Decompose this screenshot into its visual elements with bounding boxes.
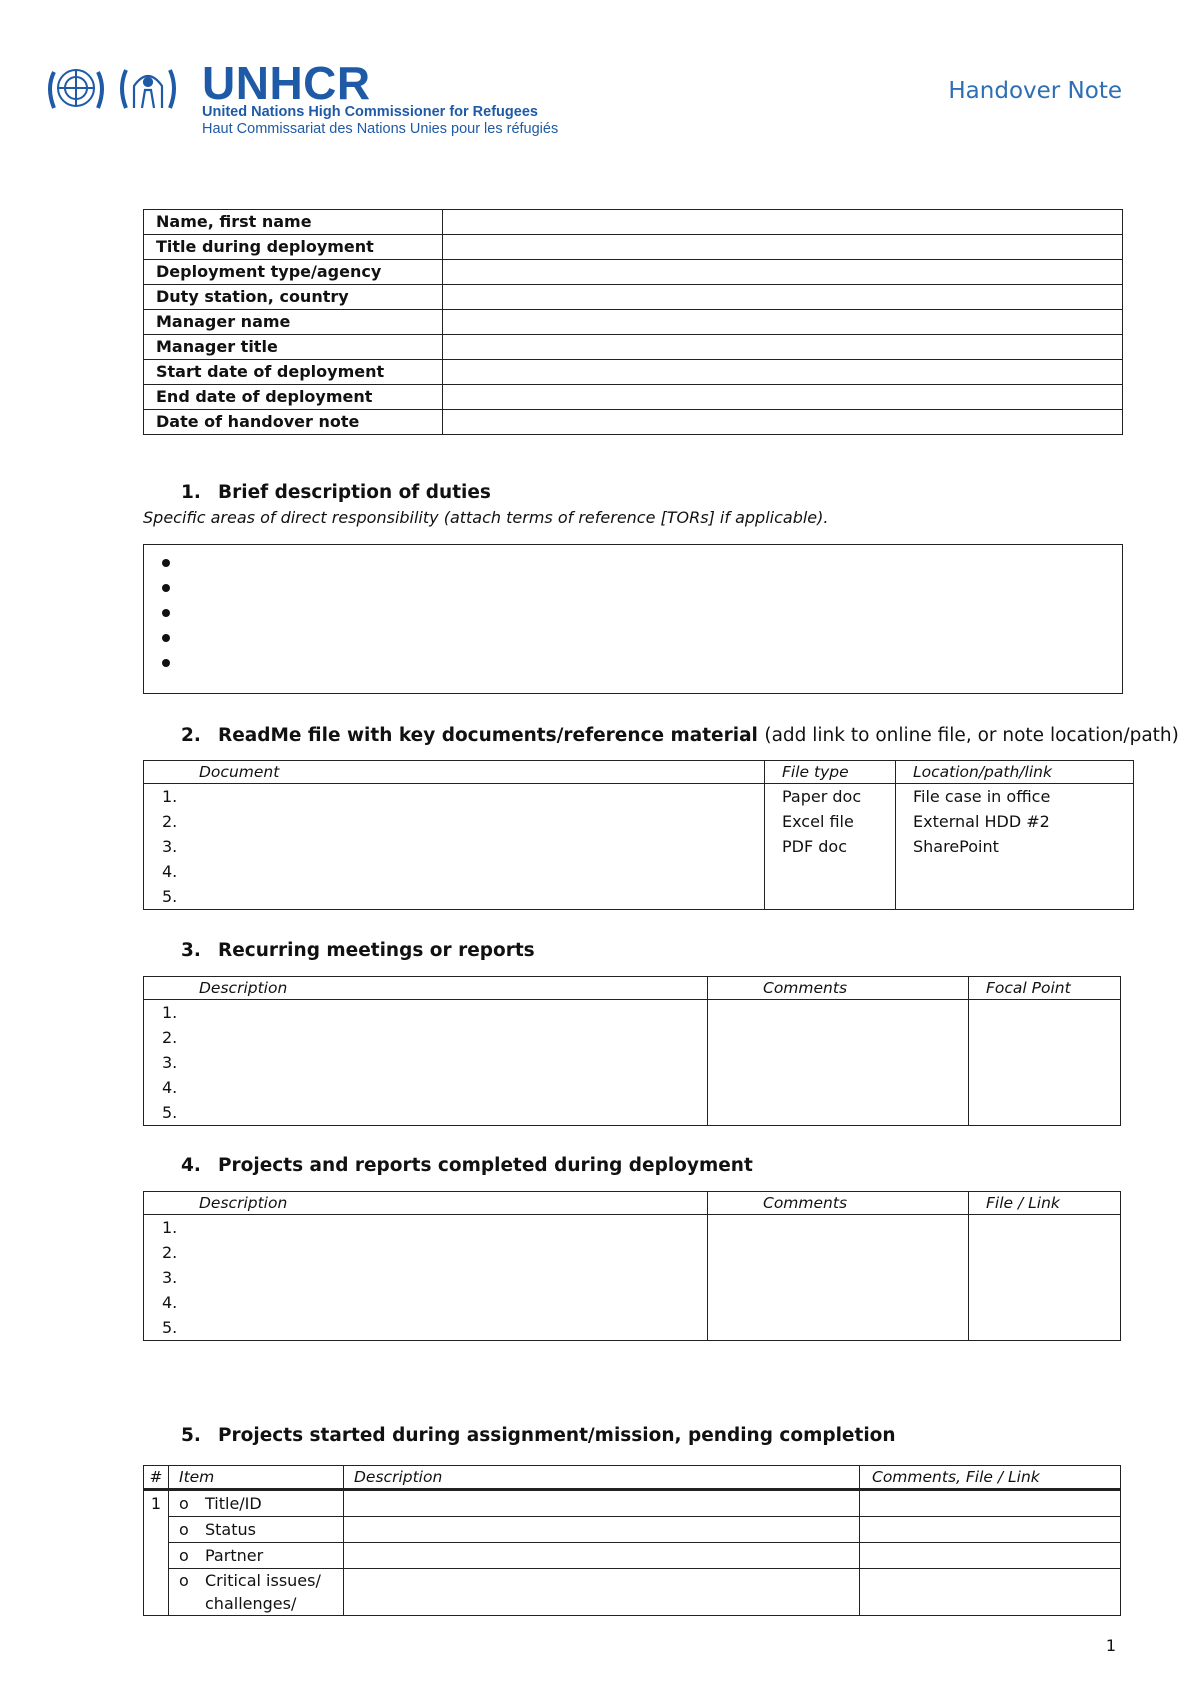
- info-value-field[interactable]: [443, 335, 1123, 360]
- bullet-o: o: [179, 1520, 189, 1539]
- row-number: 1.: [162, 1218, 178, 1237]
- page-number: 1: [1105, 1636, 1116, 1655]
- info-row: [144, 260, 1123, 285]
- column-header-comments: Comments: [708, 1192, 969, 1215]
- info-label: End date of deployment: [144, 385, 443, 410]
- section-title: Projects and reports completed during deployment: [218, 1155, 753, 1176]
- personal-info-table: [143, 209, 1123, 435]
- document-title: Handover Note: [948, 78, 1122, 104]
- file-type: Excel file: [782, 812, 854, 831]
- row-number: 1.: [162, 787, 178, 806]
- description-cell[interactable]: [344, 1490, 860, 1517]
- comments-cell[interactable]: [860, 1569, 1121, 1616]
- column-header-description: Description: [144, 977, 708, 1000]
- row-number: 4.: [162, 862, 178, 881]
- column-header-item: Item: [169, 1466, 344, 1490]
- duty-bullet[interactable]: [162, 551, 1122, 576]
- row-number: 2.: [162, 812, 178, 831]
- bullet-o: o: [179, 1571, 189, 1590]
- column-header-description: Description: [144, 1192, 708, 1215]
- table-header-row: [144, 1466, 1121, 1490]
- info-label: Manager title: [144, 335, 443, 360]
- section-5-heading: [181, 1425, 896, 1446]
- info-label: Title during deployment: [144, 235, 443, 260]
- description-cell[interactable]: [144, 1000, 708, 1126]
- comments-cell[interactable]: [708, 1215, 969, 1341]
- pending-projects-table: [143, 1465, 1121, 1616]
- row-index: 1: [144, 1490, 169, 1616]
- row-number: 5.: [162, 1318, 178, 1337]
- description-cell[interactable]: [144, 1215, 708, 1341]
- column-header-location: Location/path/link: [896, 761, 1134, 784]
- info-value-field[interactable]: [443, 260, 1123, 285]
- comments-cell[interactable]: [860, 1490, 1121, 1517]
- org-name: UNHCR: [202, 57, 371, 109]
- item-label: Partner: [205, 1546, 264, 1565]
- column-header-comments-file-link: Comments, File / Link: [860, 1466, 1121, 1490]
- item-cell: [169, 1517, 344, 1543]
- info-value-field[interactable]: [443, 360, 1123, 385]
- file-type: Paper doc: [782, 787, 862, 806]
- table-header-row: [144, 977, 1121, 1000]
- row-number: 3.: [162, 1053, 178, 1072]
- section-title: Projects started during assignment/mission, pending completion: [218, 1425, 896, 1446]
- column-header-file-link: File / Link: [969, 1192, 1121, 1215]
- column-header-file-type: File type: [765, 761, 896, 784]
- info-label: Date of handover note: [144, 410, 443, 435]
- bullet-o: o: [179, 1494, 189, 1513]
- bullet-o: o: [179, 1546, 189, 1565]
- info-label: Start date of deployment: [144, 360, 443, 385]
- table-row: [144, 1000, 1121, 1126]
- duty-bullet[interactable]: [162, 626, 1122, 651]
- row-number: 1.: [162, 1003, 178, 1022]
- item-cell: [169, 1543, 344, 1569]
- row-number: 3.: [162, 1268, 178, 1287]
- section-1-heading: [181, 482, 491, 503]
- section-note: (add link to online file, or note location/path): [764, 725, 1179, 746]
- section-number: 1.: [181, 482, 201, 503]
- duties-list: [144, 551, 1122, 676]
- column-header-description: Description: [344, 1466, 860, 1490]
- info-value-field[interactable]: [443, 235, 1123, 260]
- row-number: 4.: [162, 1293, 178, 1312]
- duty-bullet[interactable]: [162, 576, 1122, 601]
- table-row: [144, 1569, 1121, 1616]
- row-number: 5.: [162, 1103, 178, 1122]
- table-row: [144, 1215, 1121, 1341]
- section-1-subtitle: Specific areas of direct responsibility (attach terms of reference [TORs] if applicable).: [143, 508, 829, 527]
- row-number: 5.: [162, 887, 178, 906]
- item-label: Title/ID: [205, 1494, 262, 1513]
- column-header-focal-point: Focal Point: [969, 977, 1121, 1000]
- section-title: Recurring meetings or reports: [218, 940, 535, 961]
- table-header-row: [144, 1192, 1121, 1215]
- org-full-name-fr: Haut Commissariat des Nations Unies pour les réfugiés: [202, 121, 559, 137]
- org-full-name-en: United Nations High Commissioner for Refugees: [202, 104, 538, 120]
- info-row: [144, 285, 1123, 310]
- section-number: 4.: [181, 1155, 201, 1176]
- item-label: Status: [205, 1520, 256, 1539]
- info-value-field[interactable]: [443, 210, 1123, 235]
- row-number: 2.: [162, 1243, 178, 1262]
- column-header-document: Document: [144, 761, 765, 784]
- info-row: [144, 410, 1123, 435]
- duties-box[interactable]: [143, 544, 1123, 694]
- item-label: Critical issues/: [205, 1571, 321, 1590]
- row-number: 4.: [162, 1078, 178, 1097]
- column-header-index: #: [144, 1466, 169, 1490]
- readme-documents-table: [143, 760, 1134, 910]
- info-label: Manager name: [144, 310, 443, 335]
- info-row: [144, 335, 1123, 360]
- comments-cell[interactable]: [708, 1000, 969, 1126]
- info-label: Name, first name: [144, 210, 443, 235]
- location: External HDD #2: [913, 812, 1050, 831]
- item-label-continuation: challenges/: [205, 1594, 297, 1613]
- row-number: 3.: [162, 837, 178, 856]
- info-row: [144, 210, 1123, 235]
- recurring-meetings-table: [143, 976, 1121, 1126]
- table-row: [144, 1517, 1121, 1543]
- table-row: [144, 1490, 1121, 1517]
- section-2-heading: [181, 725, 1179, 746]
- completed-projects-table: [143, 1191, 1121, 1341]
- section-number: 5.: [181, 1425, 201, 1446]
- section-title: ReadMe file with key documents/reference material: [218, 725, 758, 746]
- comments-cell[interactable]: [860, 1517, 1121, 1543]
- info-row: [144, 310, 1123, 335]
- info-row: [144, 235, 1123, 260]
- location-cell[interactable]: [896, 784, 1134, 910]
- info-value-field[interactable]: [443, 285, 1123, 310]
- duty-bullet[interactable]: [162, 651, 1122, 676]
- comments-cell[interactable]: [860, 1543, 1121, 1569]
- description-cell[interactable]: [344, 1569, 860, 1616]
- info-label: Deployment type/agency: [144, 260, 443, 285]
- item-cell: [169, 1569, 344, 1616]
- info-value-field[interactable]: [443, 310, 1123, 335]
- file-type: PDF doc: [782, 837, 847, 856]
- table-header-row: [144, 761, 1134, 784]
- document-numbers-cell[interactable]: [144, 784, 765, 910]
- item-cell: [169, 1490, 344, 1517]
- section-4-heading: [181, 1155, 753, 1176]
- location: SharePoint: [913, 837, 999, 856]
- section-number: 2.: [181, 725, 201, 746]
- description-cell[interactable]: [344, 1543, 860, 1569]
- duty-bullet[interactable]: [162, 601, 1122, 626]
- info-label: Duty station, country: [144, 285, 443, 310]
- location: File case in office: [913, 787, 1051, 806]
- section-number: 3.: [181, 940, 201, 961]
- column-header-comments: Comments: [708, 977, 969, 1000]
- table-row: [144, 784, 1134, 910]
- file-link-cell[interactable]: [969, 1215, 1121, 1341]
- description-cell[interactable]: [344, 1517, 860, 1543]
- info-row: [144, 360, 1123, 385]
- focal-point-cell[interactable]: [969, 1000, 1121, 1126]
- info-row: [144, 385, 1123, 410]
- info-value-field[interactable]: [443, 410, 1123, 435]
- section-title: Brief description of duties: [218, 482, 491, 503]
- section-3-heading: [181, 940, 535, 961]
- table-row: [144, 1543, 1121, 1569]
- info-value-field[interactable]: [443, 385, 1123, 410]
- row-number: 2.: [162, 1028, 178, 1047]
- unhcr-logo: [42, 58, 582, 138]
- file-type-cell[interactable]: [765, 784, 896, 910]
